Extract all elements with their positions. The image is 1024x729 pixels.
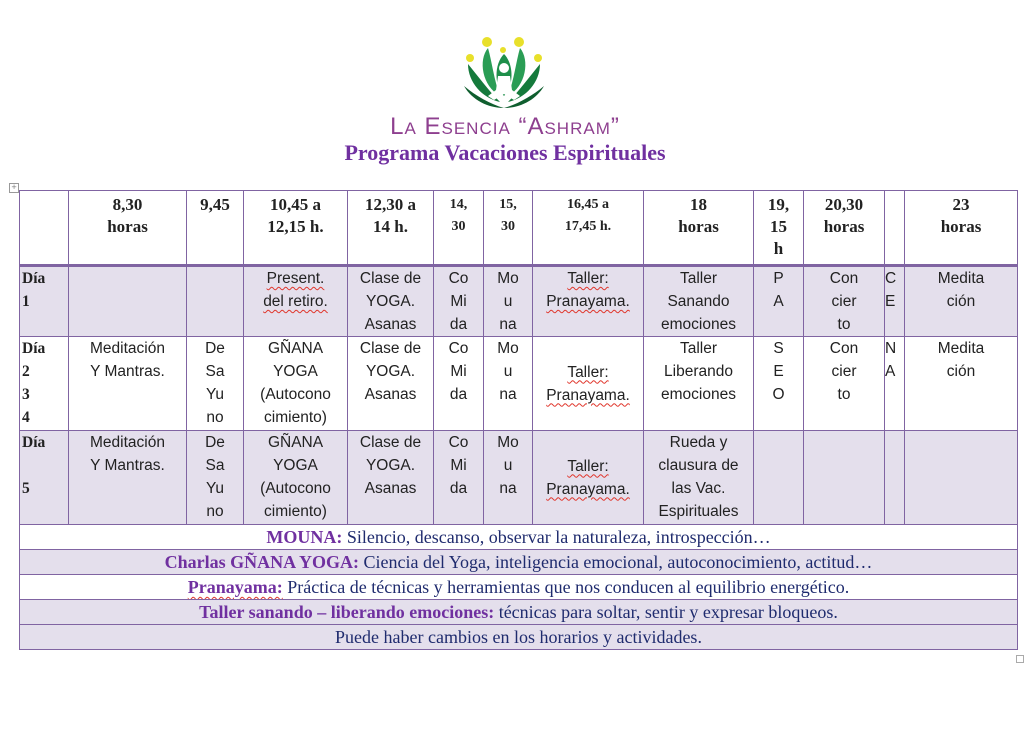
note-text: Ciencia del Yoga, inteligencia emocional, autoconocimiento, actitud… [358,552,873,572]
note-cell [20,550,1018,575]
activity-cell: Co Mi da [434,431,484,525]
activity-cell: Mo u na [484,337,533,431]
activity-cell: Meditación Y Mantras. [69,337,187,431]
activity-cell: Co Mi da [434,266,484,337]
activity-cell [885,431,905,525]
day-label: Día 1 [20,266,69,337]
activity-cell: Taller Liberando emociones [644,337,754,431]
activity-cell: GÑANA YOGA (Autocono cimiento) [244,337,348,431]
note-cell [20,575,1018,600]
note-row-mouna [20,525,1018,550]
table-row-day-5 [20,431,1018,525]
activity-cell: Clase de YOGA. Asanas [348,266,434,337]
activity-cell: C E [885,266,905,337]
activity-cell: Clase de YOGA. Asanas [348,337,434,431]
activity-cell: Co Mi da [434,337,484,431]
page-title: Programa Vacaciones Espirituales [344,140,666,165]
note-text: Puede haber cambios en los horarios y actividades. [335,627,702,647]
time-header: 12,30 a 14 h. [348,191,434,266]
note-term: Pranayama: [187,577,283,597]
activity-text: Taller: Pranayama. [546,457,630,498]
time-header: 23 horas [905,191,1018,266]
activity-cell [905,431,1018,525]
activity-text: Taller: Pranayama. [546,270,630,310]
note-term: MOUNA: [266,527,343,547]
activity-cell: Medita ción [905,266,1018,337]
note-text: Práctica de técnicas y herramientas que nos conducen al equilibrio energético. [282,577,850,597]
table-row-day-1 [20,266,1018,337]
corner-cell [20,191,69,266]
time-header [885,191,905,266]
time-header: 8,30 horas [69,191,187,266]
activity-cell: S E O [754,337,804,431]
note-row-cambios [20,625,1018,650]
time-header: 19, 15 h [754,191,804,266]
activity-cell: Medita ción [905,337,1018,431]
table-resize-handle[interactable] [1016,655,1024,663]
activity-cell: Rueda y clausura de las Vac. Espirituales [644,431,754,525]
activity-cell: Clase de YOGA. Asanas [348,431,434,525]
activity-cell: N A [885,337,905,431]
note-text: Silencio, descanso, observar la naturaleza, introspección… [342,527,771,547]
note-cell [20,625,1018,650]
activity-cell [533,266,644,337]
activity-cell [187,266,244,337]
time-header: 16,45 a 17,45 h. [533,191,644,266]
lotus-meditation-logo [458,34,554,114]
note-row-taller [20,600,1018,625]
day-label-word: Día [22,434,46,451]
activity-cell: De Sa Yu no [187,337,244,431]
table-anchor-icon[interactable]: + [9,183,19,193]
schedule-table [19,190,1018,650]
activity-cell: Con cier to [804,266,885,337]
activity-cell: Meditación Y Mantras. [69,431,187,525]
activity-cell: P A [754,266,804,337]
activity-cell [804,431,885,525]
note-term: Taller sanando – liberando emociones: [199,602,495,622]
header-row [20,191,1018,266]
activity-cell [533,337,644,431]
time-header: 9,45 [187,191,244,266]
activity-cell [754,431,804,525]
activity-cell: GÑANA YOGA (Autocono cimiento) [244,431,348,525]
time-header: 15, 30 [484,191,533,266]
activity-cell [533,431,644,525]
activity-text: Taller: Pranayama. [546,363,630,404]
activity-text: Present. del retiro. [263,270,328,310]
activity-cell: Mo u na [484,431,533,525]
day-label [20,431,69,525]
note-cell [20,600,1018,625]
day-label: Día 2 3 4 [20,337,69,431]
activity-cell: De Sa Yu no [187,431,244,525]
table-row-day-2-3-4 [20,337,1018,431]
activity-cell: Mo u na [484,266,533,337]
activity-cell [69,266,187,337]
time-header: 20,30 horas [804,191,885,266]
day-label-number: 5 [22,480,30,497]
time-header: 18 horas [644,191,754,266]
note-row-gnana-yoga [20,550,1018,575]
note-row-pranayama [20,575,1018,600]
activity-cell: Con cier to [804,337,885,431]
note-cell [20,525,1018,550]
activity-cell: Taller Sanando emociones [644,266,754,337]
activity-cell [244,266,348,337]
note-term: Charlas GÑANA YOGA: [164,552,359,572]
time-header: 14, 30 [434,191,484,266]
note-text: técnicas para soltar, sentir y expresar bloqueos. [494,602,838,622]
time-header: 10,45 a 12,15 h. [244,191,348,266]
brand-name: La Esencia “Ashram” [390,113,620,140]
